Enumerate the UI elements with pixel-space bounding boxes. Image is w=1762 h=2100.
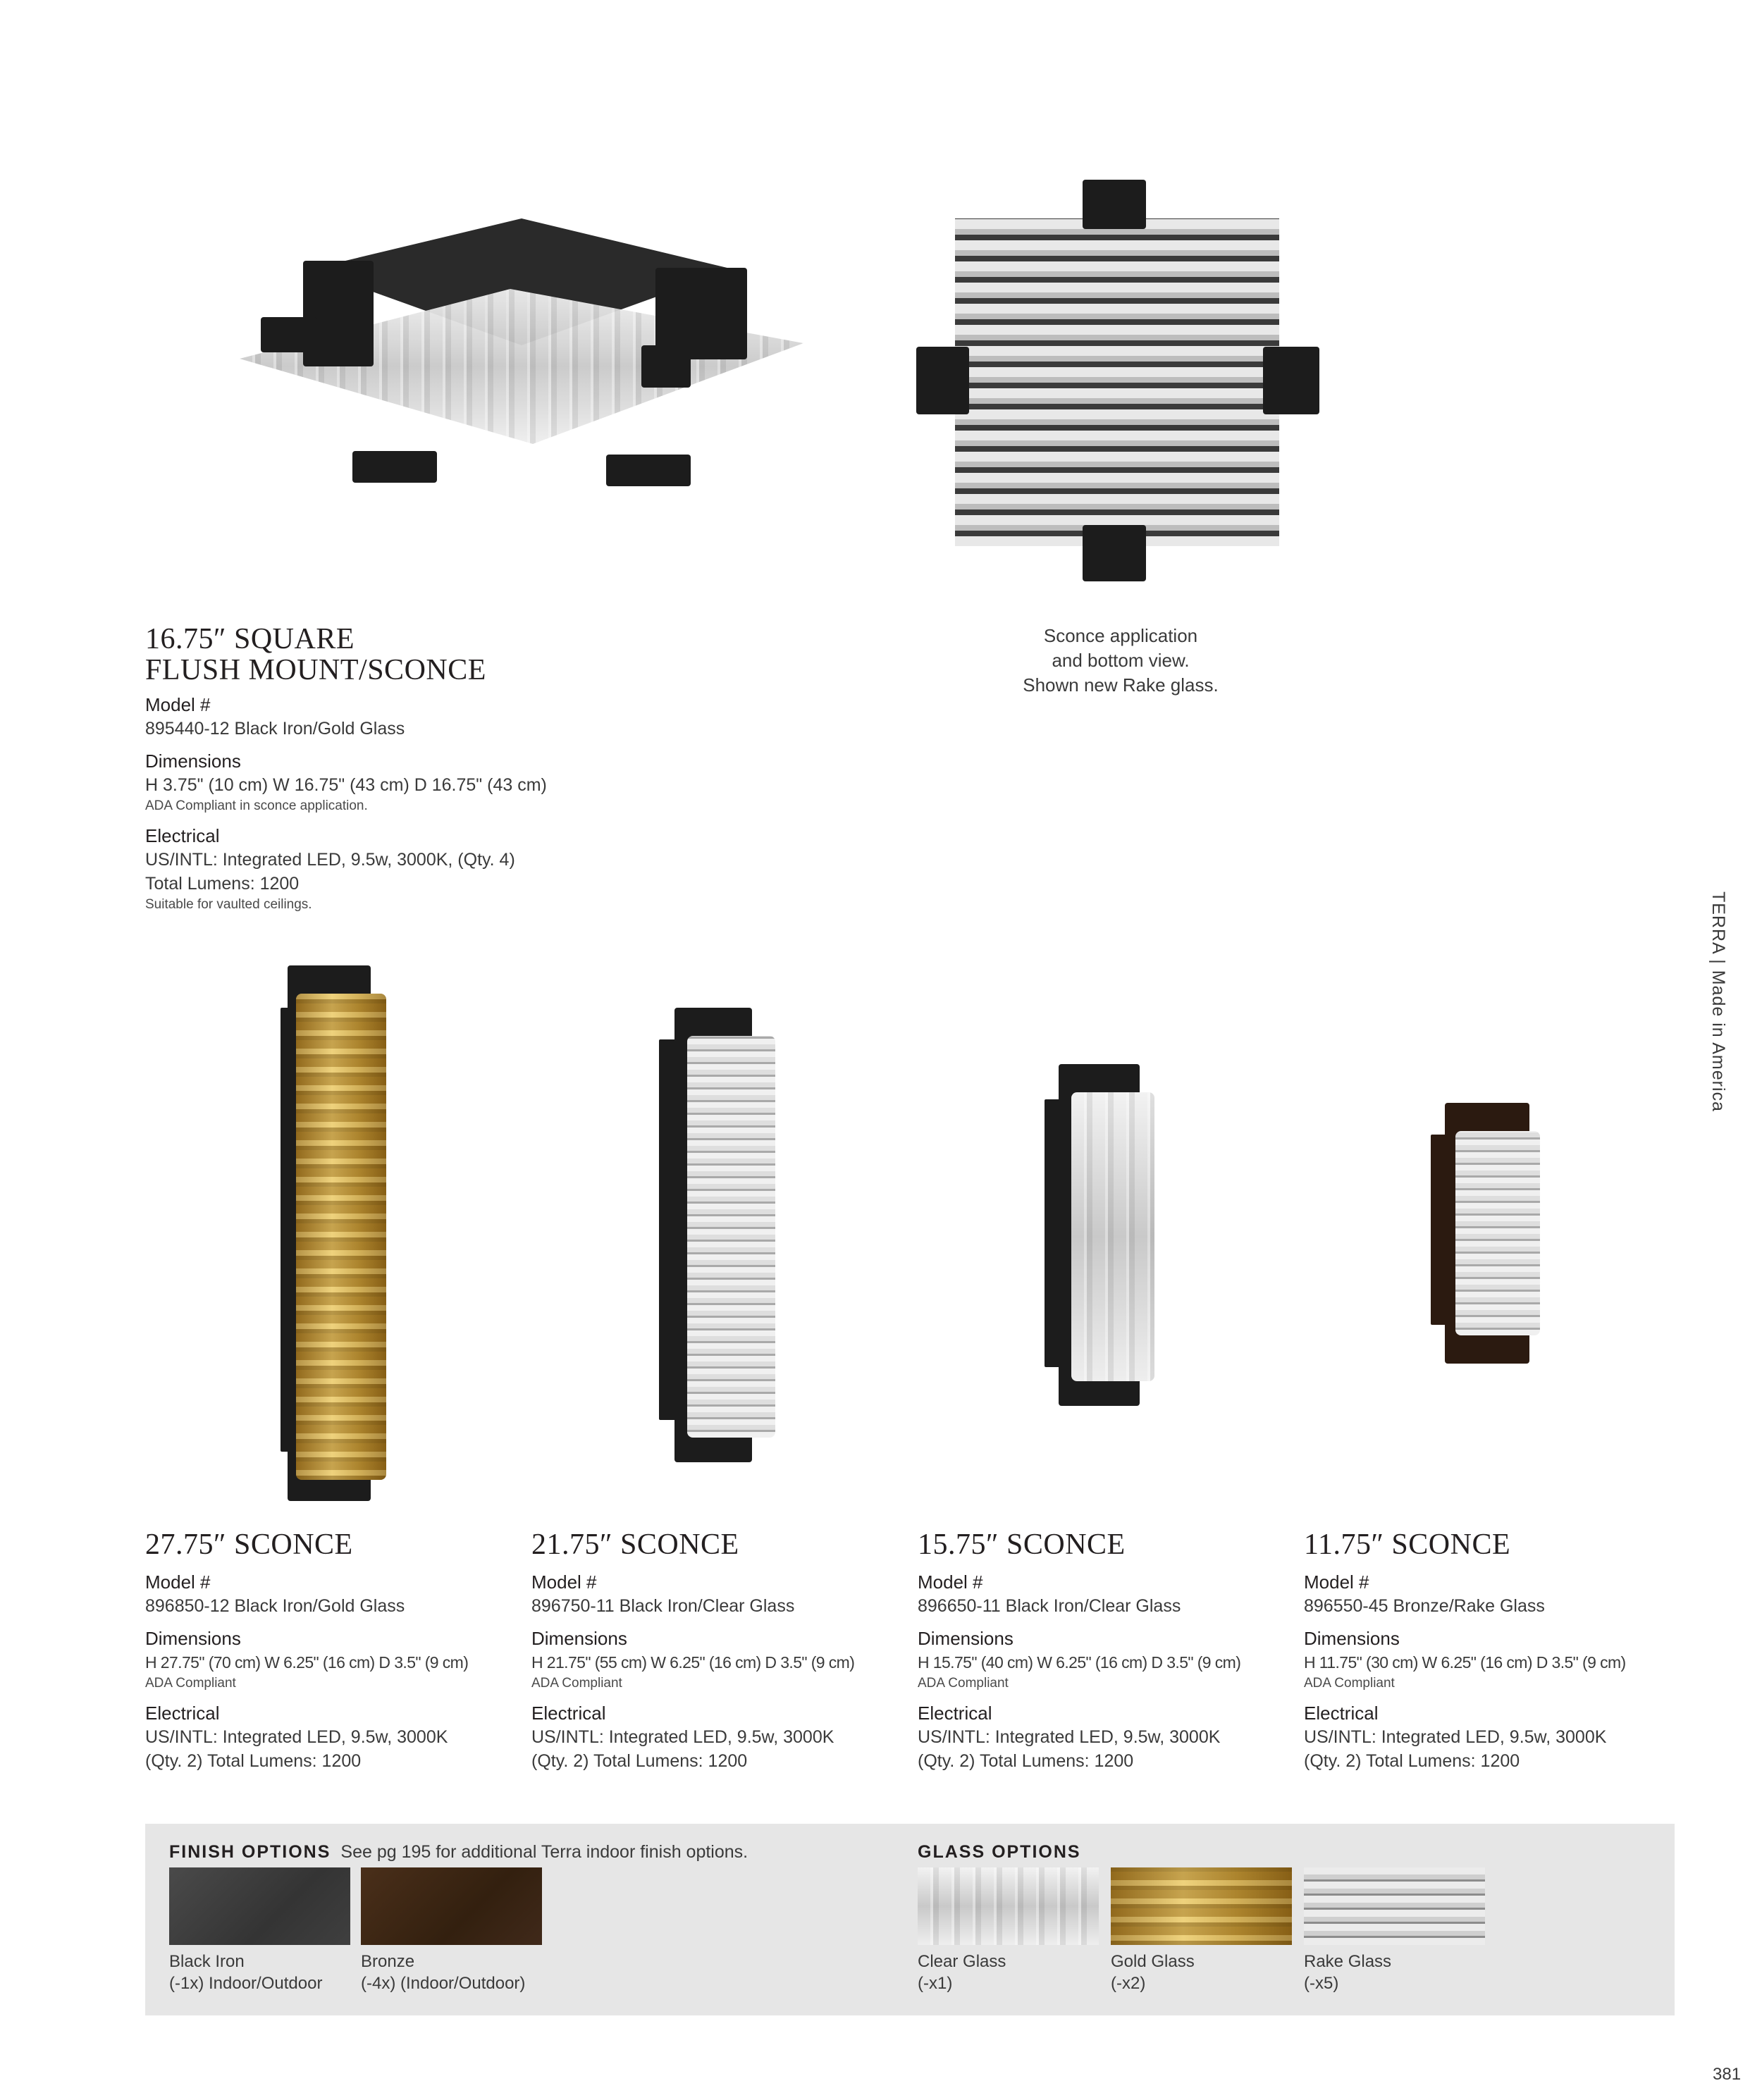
sconce-27-specs xyxy=(145,1570,468,1773)
dimensions-label: Dimensions xyxy=(531,1628,627,1649)
electrical-line2: (Qty. 2) Total Lumens: 1200 xyxy=(531,1751,748,1771)
sconce-21-image xyxy=(659,1008,782,1462)
model-value: 896550-45 Bronze/Rake Glass xyxy=(1304,1596,1545,1616)
finish-code: (-4x) (Indoor/Outdoor) xyxy=(361,1974,526,1993)
glass-name: Gold Glass xyxy=(1111,1952,1195,1971)
finish-name: Bronze xyxy=(361,1952,415,1971)
model-value: 896750-11 Black Iron/Clear Glass xyxy=(531,1596,795,1616)
flush-mount-specs xyxy=(145,693,547,914)
model-value: 896850-12 Black Iron/Gold Glass xyxy=(145,1596,405,1616)
model-label: Model # xyxy=(145,694,211,715)
electrical-line2: (Qty. 2) Total Lumens: 1200 xyxy=(918,1751,1134,1771)
finish-code: (-1x) Indoor/Outdoor xyxy=(169,1974,323,1993)
caption-line2: and bottom view. xyxy=(1052,650,1190,671)
glass-options-title: GLASS OPTIONS xyxy=(918,1842,1081,1862)
electrical-line1: US/INTL: Integrated LED, 9.5w, 3000K xyxy=(531,1727,834,1747)
swatch-clear-glass xyxy=(918,1867,1099,1945)
ada-note: ADA Compliant xyxy=(918,1676,1009,1691)
finish-options-heading xyxy=(169,1842,748,1863)
sconce-11-specs xyxy=(1304,1570,1626,1773)
sconce-27-image xyxy=(275,965,402,1501)
dimensions-label: Dimensions xyxy=(1304,1628,1400,1649)
sconce-15-specs xyxy=(918,1570,1240,1773)
swatch-clear-glass-label xyxy=(918,1951,1006,1994)
flush-mount-image xyxy=(233,204,811,500)
page-number: 381 xyxy=(1713,2065,1742,2084)
flush-mount-title-line2: FLUSH MOUNT/SCONCE xyxy=(145,654,486,686)
model-label: Model # xyxy=(1304,1571,1369,1593)
sconce-21-specs xyxy=(531,1570,854,1773)
swatch-bronze xyxy=(361,1867,542,1945)
sconce-15-image xyxy=(1045,1064,1157,1406)
electrical-line2: (Qty. 2) Total Lumens: 1200 xyxy=(145,1751,362,1771)
ada-note: ADA Compliant xyxy=(145,1676,236,1691)
electrical-line1: US/INTL: Integrated LED, 9.5w, 3000K, (Qty. 4) xyxy=(145,850,515,870)
model-label: Model # xyxy=(531,1571,597,1593)
caption-line1: Sconce application xyxy=(1043,625,1198,646)
dimensions-value: H 27.75" (70 cm) W 6.25" (16 cm) D 3.5" (9 cm) xyxy=(145,1653,469,1672)
sconce-bottom-view-image xyxy=(916,180,1325,585)
model-value: 895440-12 Black Iron/Gold Glass xyxy=(145,719,405,739)
glass-name: Clear Glass xyxy=(918,1952,1006,1971)
dimensions-label: Dimensions xyxy=(145,751,241,772)
swatch-bronze-label xyxy=(361,1951,525,1994)
electrical-line1: US/INTL: Integrated LED, 9.5w, 3000K xyxy=(145,1727,448,1747)
dimensions-value: H 21.75" (55 cm) W 6.25" (16 cm) D 3.5" (9 cm) xyxy=(531,1653,855,1672)
electrical-line2: Total Lumens: 1200 xyxy=(145,874,300,894)
glass-options-heading xyxy=(918,1842,1091,1863)
sconce-application-caption xyxy=(973,624,1269,698)
electrical-label: Electrical xyxy=(531,1703,606,1724)
dimensions-value: H 3.75" (10 cm) W 16.75" (43 cm) D 16.75" (43 cm) xyxy=(145,775,547,795)
ada-note: ADA Compliant xyxy=(531,1676,622,1691)
sconce-11-image xyxy=(1431,1103,1544,1364)
model-label: Model # xyxy=(145,1571,211,1593)
dimensions-value: H 11.75" (30 cm) W 6.25" (16 cm) D 3.5" (9 cm) xyxy=(1304,1653,1626,1672)
electrical-line2: (Qty. 2) Total Lumens: 1200 xyxy=(1304,1751,1520,1771)
sconce-11-title: 11.75″ SCONCE xyxy=(1304,1528,1511,1561)
dimensions-note: ADA Compliant in sconce application. xyxy=(145,798,368,813)
flush-mount-title xyxy=(145,624,486,686)
sconce-15-title: 15.75″ SCONCE xyxy=(918,1528,1126,1561)
model-value: 896650-11 Black Iron/Clear Glass xyxy=(918,1596,1181,1616)
electrical-note: Suitable for vaulted ceilings. xyxy=(145,897,312,912)
options-panel xyxy=(145,1824,1675,2015)
electrical-label: Electrical xyxy=(145,825,220,846)
swatch-gold-glass-label xyxy=(1111,1951,1195,1994)
caption-line3: Shown new Rake glass. xyxy=(1023,674,1219,696)
electrical-line1: US/INTL: Integrated LED, 9.5w, 3000K xyxy=(918,1727,1221,1747)
electrical-label: Electrical xyxy=(145,1703,220,1724)
glass-code: (-x5) xyxy=(1304,1974,1339,1993)
electrical-line1: US/INTL: Integrated LED, 9.5w, 3000K xyxy=(1304,1727,1607,1747)
side-collection-label: TERRA | Made in America xyxy=(1708,891,1728,1112)
dimensions-label: Dimensions xyxy=(918,1628,1014,1649)
electrical-label: Electrical xyxy=(1304,1703,1379,1724)
flush-mount-title-line1: 16.75″ SQUARE xyxy=(145,623,355,655)
swatch-black-iron xyxy=(169,1867,350,1945)
sconce-27-title: 27.75″ SCONCE xyxy=(145,1528,353,1561)
glass-code: (-x2) xyxy=(1111,1974,1146,1993)
swatch-rake-glass-label xyxy=(1304,1951,1391,1994)
ada-note: ADA Compliant xyxy=(1304,1676,1395,1691)
dimensions-value: H 15.75" (40 cm) W 6.25" (16 cm) D 3.5" (9 cm) xyxy=(918,1653,1241,1672)
sconce-21-title: 21.75″ SCONCE xyxy=(531,1528,739,1561)
finish-options-note: See pg 195 for additional Terra indoor finish options. xyxy=(340,1842,748,1862)
glass-name: Rake Glass xyxy=(1304,1952,1392,1971)
finish-options-title: FINISH OPTIONS xyxy=(169,1842,331,1862)
dimensions-label: Dimensions xyxy=(145,1628,241,1649)
swatch-black-iron-label xyxy=(169,1951,322,1994)
model-label: Model # xyxy=(918,1571,983,1593)
electrical-label: Electrical xyxy=(918,1703,992,1724)
finish-name: Black Iron xyxy=(169,1952,245,1971)
swatch-gold-glass xyxy=(1111,1867,1292,1945)
glass-code: (-x1) xyxy=(918,1974,953,1993)
swatch-rake-glass xyxy=(1304,1867,1485,1945)
